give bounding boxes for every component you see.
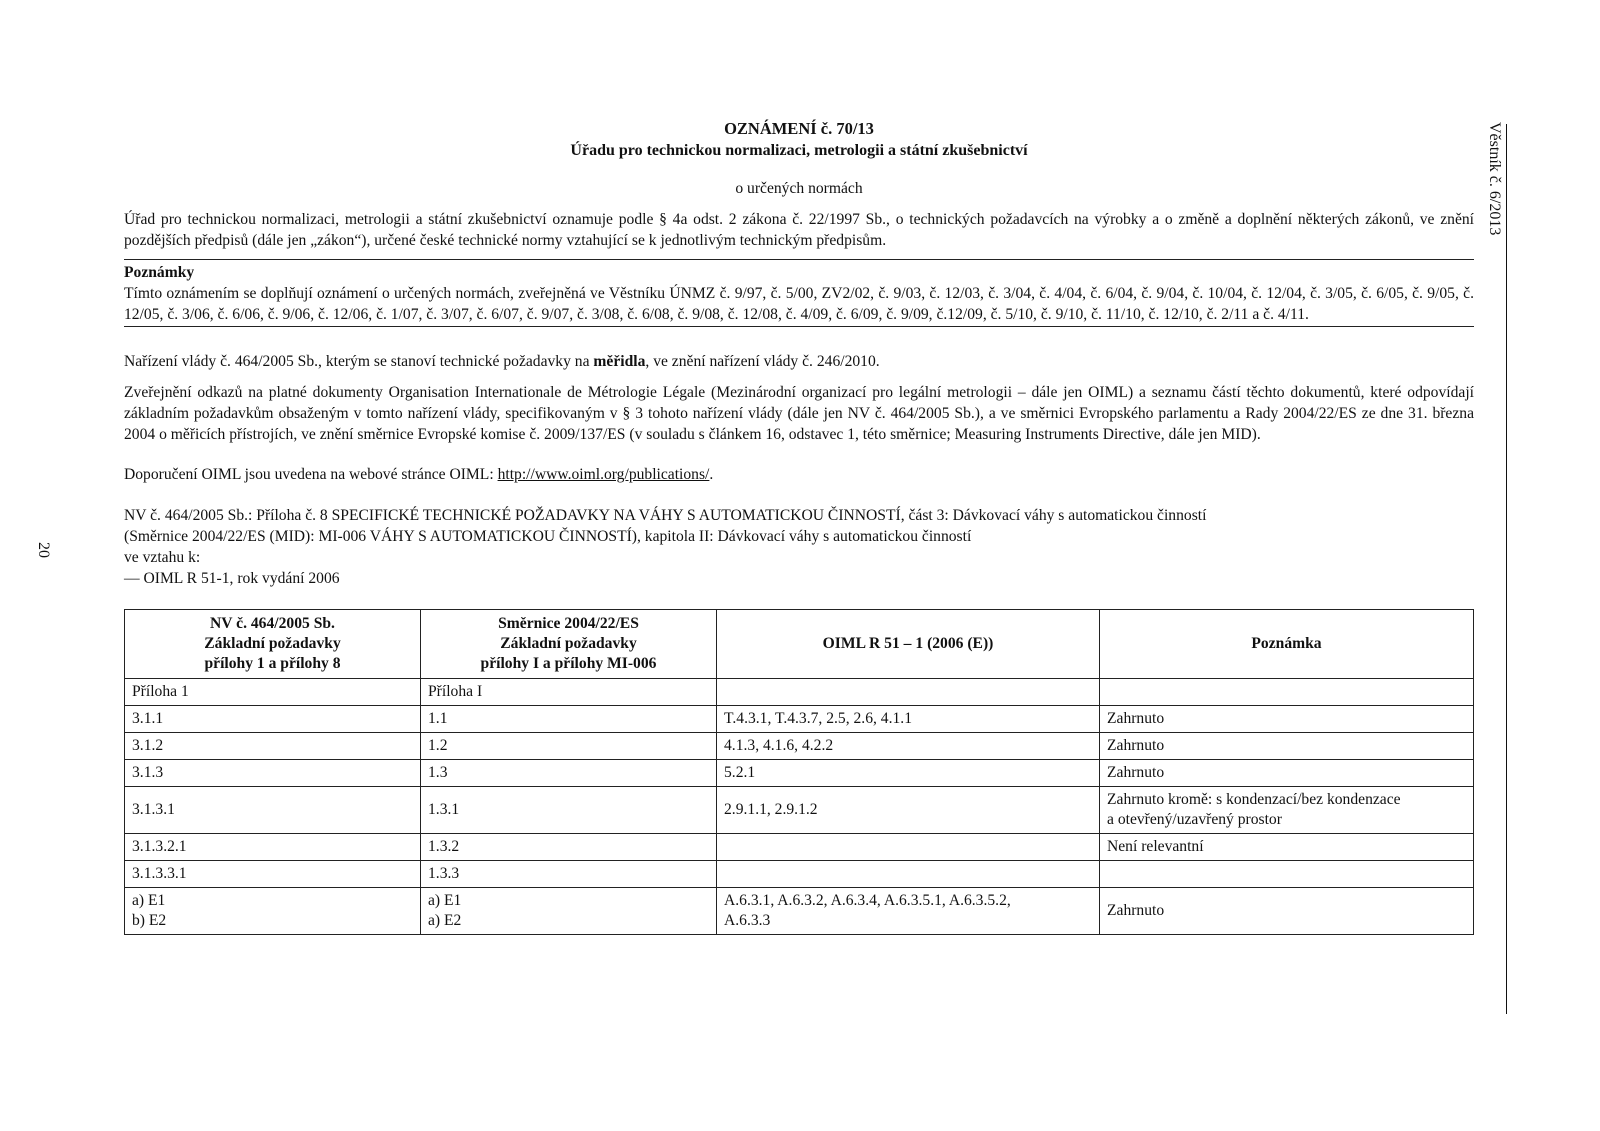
column-header-line: Základní požadavky: [500, 635, 637, 652]
cell-line: 5.2.1: [724, 764, 756, 781]
regulation-paragraph: [124, 351, 1474, 372]
document-title: OZNÁMENÍ č. 70/13: [724, 119, 874, 138]
cell-line: 1.1: [428, 710, 448, 727]
notes-heading: Poznámky: [124, 264, 195, 281]
table-body: [125, 679, 1474, 935]
document-topic: o určených normách: [735, 180, 863, 197]
table-cell: [717, 679, 1100, 706]
table-cell: [1100, 787, 1474, 834]
cell-line: 1.3.1: [428, 801, 460, 818]
regulation-text-end: , ve znění nařízení vlády č. 246/2010.: [645, 353, 880, 370]
cell-line: a) E1: [132, 892, 166, 909]
oiml-text: Doporučení OIML jsou uvedena na webové stránce OIML:: [124, 466, 498, 483]
cell-line: Zahrnuto: [1107, 710, 1165, 727]
table-cell: [1100, 679, 1474, 706]
table-row: [125, 787, 1474, 834]
column-header-line: Poznámka: [1251, 635, 1322, 652]
table-cell: [1100, 706, 1474, 733]
table-cell: [421, 760, 717, 787]
notes-text: Tímto oznámením se doplňují oznámení o určených normách, zveřejněná ve Věstníku ÚNMZ č. 9/97, č. 5/00, ZV2/02, č. 9/03, č. 12/03, č. 3/04, č. 4/04, č. 6/04, č. 9/04, č. 10/04, č. 12/04, č. 3/05, č. 6/05, č. 9/05, č. 12/05, č. 3/06, č. 6/06, č. 9/06, č. 12/06, č. 1/07, č. 3/07, č. 6/07, č. 9/07, č. 3/08, č. 6/08, č. 9/08, č. 12/08, č. 4/09, č. 6/09, č. 9/09, č.12/09, č. 5/10, č. 9/10, č. 11/10, č. 12/10, č. 2/11 a č. 4/11.: [124, 285, 1474, 323]
column-header: [125, 610, 421, 679]
table-cell: [717, 760, 1100, 787]
table-cell: [125, 834, 421, 861]
table-cell: [421, 834, 717, 861]
table-cell: [125, 787, 421, 834]
cell-line: 3.1.3: [132, 764, 164, 781]
column-header-line: přílohy I a přílohy MI-006: [480, 655, 657, 672]
margin-rule: [1506, 124, 1507, 1014]
table-row: [125, 706, 1474, 733]
regulation-text-start: Nařízení vlády č. 464/2005 Sb., kterým se stanoví technické požadavky na: [124, 353, 594, 370]
column-header-line: Směrnice 2004/22/ES: [498, 615, 639, 632]
table-cell: [125, 760, 421, 787]
table-row: [125, 760, 1474, 787]
cell-line: Zahrnuto: [1107, 902, 1165, 919]
table-cell: [421, 706, 717, 733]
cell-line: 1.3.2: [428, 838, 460, 855]
column-header: [717, 610, 1100, 679]
cell-line: 1.3.3: [428, 865, 460, 882]
document-subtitle: Úřadu pro technickou normalizaci, metrologii a státní zkušebnictví: [570, 142, 1028, 159]
table-cell: [1100, 760, 1474, 787]
cell-line: Zahrnuto: [1107, 737, 1165, 754]
table-cell: [125, 679, 421, 706]
cell-line: 3.1.1: [132, 710, 164, 727]
column-header-line: Základní požadavky: [204, 635, 341, 652]
table-cell: [125, 861, 421, 888]
cell-line: 1.2: [428, 737, 448, 754]
page-number: 20: [35, 542, 52, 558]
table-cell: [717, 787, 1100, 834]
cell-line: 3.1.3.2.1: [132, 838, 187, 855]
column-header-line: přílohy 1 a přílohy 8: [204, 655, 341, 672]
oiml-paragraph: [124, 464, 1474, 485]
cell-line: a) E1: [428, 892, 462, 909]
intro-paragraph: Úřad pro technickou normalizaci, metrologii a státní zkušebnictví oznamuje podle § 4a odst. 2 zákona č. 22/1997 Sb., o technických požadavcích na výrobky a o změně a doplnění některých zákonů, ve znění pozdějších předpisů (dále jen „zákon“), určené české technické normy vztahující se k jednotlivým technickým předpisům.: [124, 211, 1474, 249]
table-row: [125, 679, 1474, 706]
table-header-row: [125, 610, 1474, 679]
cell-line: A.6.3.1, A.6.3.2, A.6.3.4, A.6.3.5.1, A.6.3.5.2,: [724, 892, 1011, 909]
cell-line: A.6.3.3: [724, 912, 771, 929]
reference-paragraph: Zveřejnění odkazů na platné dokumenty Organisation Internationale de Métrologie Légale (Mezinárodní organizací pro legální metrologii – dále jen OIML) a seznamu částí těchto dokumentů, které odpovídají základním požadavkům obsaženým v tomto nařízení vlády, specifikovaným v § 3 tohoto nařízení vlády (dále jen NV č. 464/2005 Sb.), a ve směrnici Evropského parlamentu a Rady 2004/22/ES ze dne 31. března 2004 o měřicích přístrojích, ve znění směrnice Evropské komise č. 2009/137/ES (v souladu s článkem 16, odstavec 1, této směrnice; Measuring Instruments Directive, dále jen MID).: [124, 384, 1474, 443]
cell-line: Zahrnuto: [1107, 764, 1165, 781]
table-cell: [421, 861, 717, 888]
table-cell: [1100, 733, 1474, 760]
regulation-keyword: měřidla: [593, 353, 646, 370]
cell-line: Příloha I: [428, 683, 483, 700]
cell-line: Není relevantní: [1107, 838, 1204, 855]
cell-line: T.4.3.1, T.4.3.7, 2.5, 2.6, 4.1.1: [724, 710, 912, 727]
table-cell: [717, 733, 1100, 760]
nv-line: (Směrnice 2004/22/ES (MID): MI-006 VÁHY S AUTOMATICKOU ČINNOSTÍ), kapitola II: Dávkovací váhy s automatickou činností: [124, 528, 972, 545]
cell-line: Příloha 1: [132, 683, 189, 700]
column-header: [421, 610, 717, 679]
column-header-line: NV č. 464/2005 Sb.: [210, 615, 335, 632]
cell-line: 3.1.2: [132, 737, 164, 754]
table-cell: [1100, 888, 1474, 935]
table-cell: [717, 834, 1100, 861]
table-row: [125, 834, 1474, 861]
table-cell: [1100, 861, 1474, 888]
cell-line: b) E2: [132, 912, 167, 929]
oiml-link[interactable]: http://www.oiml.org/publications/: [497, 466, 710, 483]
table-cell: [717, 861, 1100, 888]
table-row: [125, 733, 1474, 760]
table-cell: [717, 888, 1100, 935]
cell-line: a) E2: [428, 912, 462, 929]
column-header-line: OIML R 51 – 1 (2006 (E)): [822, 635, 994, 652]
table-row: [125, 861, 1474, 888]
oiml-text-end: .: [709, 466, 714, 483]
table-cell: [421, 787, 717, 834]
table-header: [125, 610, 1474, 679]
cell-line: a otevřený/uzavřený prostor: [1107, 811, 1282, 828]
table-cell: [421, 679, 717, 706]
table-cell: [1100, 834, 1474, 861]
notes-box: [124, 259, 1474, 327]
cell-line: 1.3: [428, 764, 448, 781]
requirements-table: [124, 609, 1474, 935]
table-cell: [125, 706, 421, 733]
table-cell: [421, 733, 717, 760]
cell-line: Zahrnuto kromě: s kondenzací/bez kondenzace: [1107, 791, 1401, 808]
table-cell: [421, 888, 717, 935]
table-cell: [717, 706, 1100, 733]
cell-line: 3.1.3.1: [132, 801, 175, 818]
table-cell: [125, 888, 421, 935]
cell-line: 3.1.3.3.1: [132, 865, 187, 882]
nv-line: ve vztahu k:: [124, 549, 201, 566]
table-cell: [125, 733, 421, 760]
cell-line: 2.9.1.1, 2.9.1.2: [724, 801, 818, 818]
nv-line: NV č. 464/2005 Sb.: Příloha č. 8 SPECIFICKÉ TECHNICKÉ POŽADAVKY NA VÁHY S AUTOMATICKOU ČINNOSTÍ, část 3: Dávkovací váhy s automatickou činností: [124, 507, 1207, 524]
table-row: [125, 888, 1474, 935]
document-body: [124, 118, 1474, 935]
column-header: [1100, 610, 1474, 679]
cell-line: 4.1.3, 4.1.6, 4.2.2: [724, 737, 834, 754]
nv-reference-block: [124, 505, 1474, 589]
running-head: Věstník č. 6/2013: [1486, 122, 1503, 236]
nv-line: — OIML R 51-1, rok vydání 2006: [124, 570, 340, 587]
